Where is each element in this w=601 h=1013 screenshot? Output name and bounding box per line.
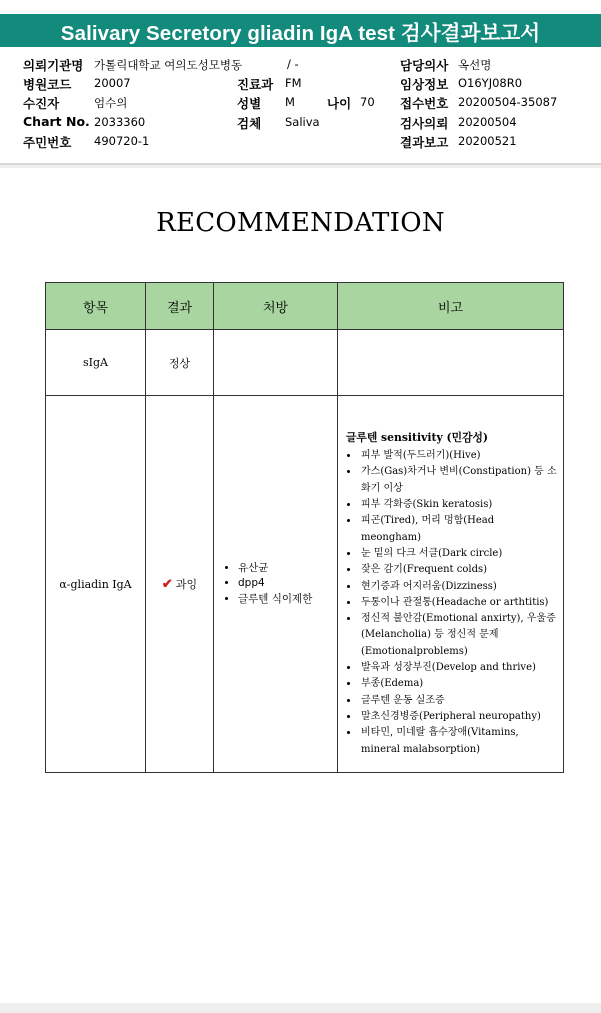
age-value: 70 [360, 95, 375, 109]
resident-label: 주민번호 [23, 135, 72, 150]
header-divider-shadow [0, 165, 601, 168]
list-item: • 피부 발적(두드러기)(Hive) [359, 448, 557, 464]
chart-label: Chart No. [23, 114, 90, 129]
receipt-value: 20200504-35087 [458, 95, 558, 109]
table-header-row [46, 283, 564, 330]
report-title-bar [0, 14, 601, 47]
chart-value: 2033360 [94, 115, 146, 129]
clinical-value: O16YJ08R0 [458, 76, 523, 90]
patient-value: 엄수의 [94, 96, 128, 110]
doctor-label: 담당의사 [400, 58, 449, 73]
list-item: • 눈 밑의 다크 서클(Dark circle) [359, 546, 557, 562]
top-strip [0, 0, 601, 14]
list-item: • 비타민, 미네랄 흡수장애(Vitamins, mineral malabsorption) [359, 725, 557, 758]
patient-info-block [0, 52, 601, 156]
remarks-cell [338, 396, 564, 773]
sex-label: 성별 [237, 96, 262, 111]
list-item: • 두통이나 관절통(Headache or arthtitis) [359, 595, 557, 611]
result-text: 과잉 [175, 578, 198, 591]
symptom-list [346, 448, 557, 758]
list-item: • 유산균 [238, 561, 336, 577]
doctor-value: 옥선명 [458, 58, 492, 72]
list-item: • 말초신경병증(Peripheral neuropathy) [359, 709, 557, 725]
list-item: • 현기증과 어지러움(Dizziness) [359, 579, 557, 595]
check-icon: ✔ [161, 577, 173, 592]
bottom-scroll-strip [0, 1003, 601, 1013]
table-row [46, 396, 564, 773]
institution-label: 의뢰기관명 [23, 58, 84, 73]
report-label: 결과보고 [400, 135, 449, 150]
sex-value: M [285, 95, 295, 109]
list-item: • 잦은 감기(Frequent colds) [359, 562, 557, 578]
table-row [46, 330, 564, 396]
item-cell: α-gliadin IgA [46, 396, 146, 773]
list-item: • 글루텐 식이제한 [238, 592, 336, 608]
specimen-value: Saliva [285, 115, 320, 129]
dept-value: FM [285, 76, 302, 90]
age-label: 나이 [327, 96, 352, 111]
item-cell: sIgA [46, 330, 146, 396]
ward-value: / - [287, 57, 299, 71]
list-item: • 피부 각화증(Skin keratosis) [359, 497, 557, 513]
report-value: 20200521 [458, 134, 517, 148]
resident-value: 490720-1 [94, 134, 150, 148]
result-cell [146, 396, 214, 773]
list-item: • dpp4 [238, 576, 336, 592]
prescription-list [224, 561, 336, 608]
request-label: 검사의뢰 [400, 116, 449, 131]
list-item: • 피곤(Tired), 머리 멍함(Head meongham) [359, 513, 557, 546]
column-header-remarks: 비고 [338, 283, 564, 330]
request-value: 20200504 [458, 115, 517, 129]
prescription-cell [214, 396, 338, 773]
dept-label: 진료과 [237, 77, 274, 92]
result-cell: 정상 [146, 330, 214, 396]
list-item: • 글루텐 운동 실조증 [359, 693, 557, 709]
recommendation-title: RECOMMENDATION [156, 208, 445, 238]
recommendation-table [45, 282, 564, 773]
remarks-title: 글루텐 sensitivity (민감성) [346, 431, 489, 445]
prescription-cell [214, 330, 338, 396]
institution-value: 가톨릭대학교 여의도성모병동 [94, 58, 243, 72]
report-title: Salivary Secretory gliadin IgA test 검사결과보고서 [60, 21, 541, 45]
list-item: • 가스(Gas)차거나 변비(Constipation) 등 소화기 이상 [359, 464, 557, 497]
receipt-label: 접수번호 [400, 96, 449, 111]
clinical-label: 임상정보 [400, 77, 449, 92]
remarks-cell [338, 330, 564, 396]
list-item: • 발육과 성장부진(Develop and thrive) [359, 660, 557, 676]
column-header-item: 항목 [46, 283, 146, 330]
column-header-prescription: 처방 [214, 283, 338, 330]
list-item: • 정신적 불안감(Emotional anxirty), 우울증(Melancholia) 등 정신적 문제(Emotionalproblems) [359, 611, 557, 660]
specimen-label: 검체 [237, 116, 262, 131]
hospital-code-label: 병원코드 [23, 77, 72, 92]
hospital-code-value: 20007 [94, 76, 131, 90]
list-item: • 부종(Edema) [359, 676, 557, 692]
column-header-result: 결과 [146, 283, 214, 330]
patient-label: 수진자 [23, 96, 60, 111]
